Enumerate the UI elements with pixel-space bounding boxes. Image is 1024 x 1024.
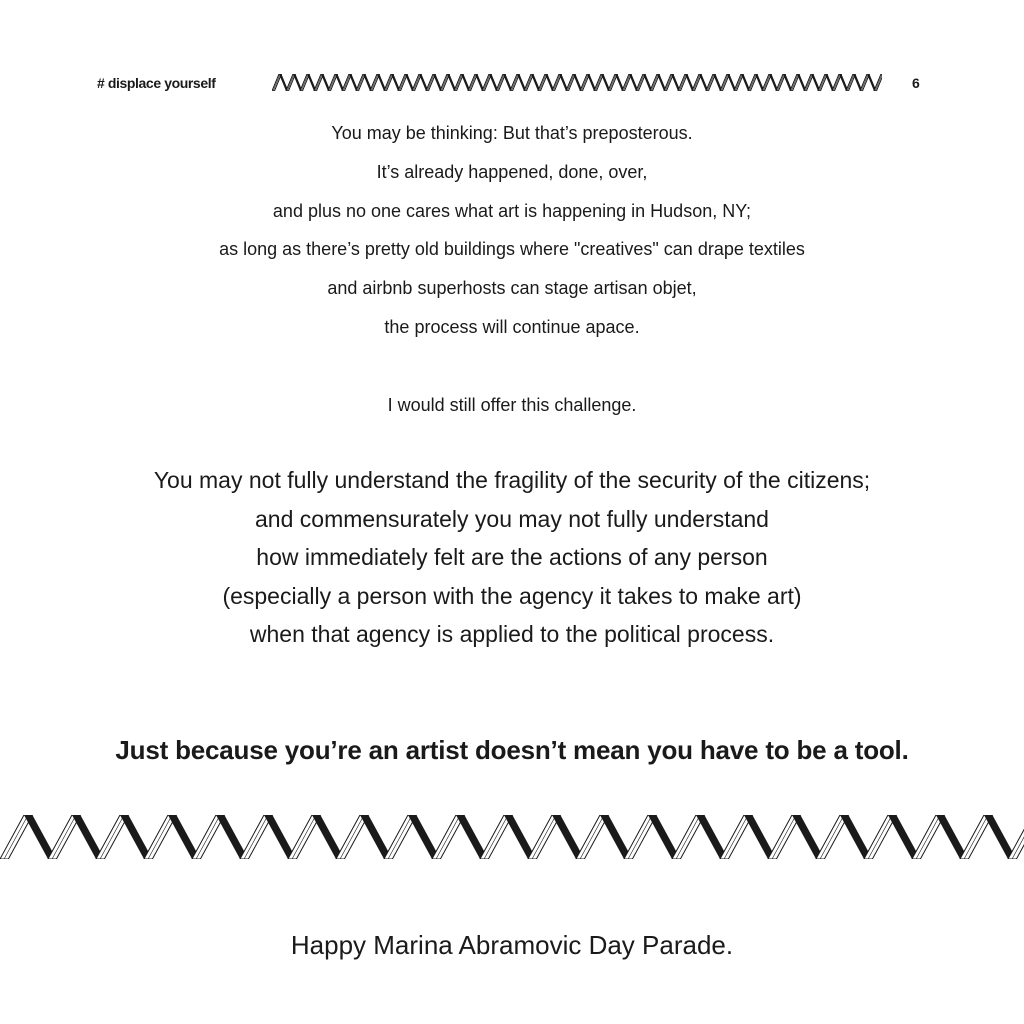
paragraph1-line: It’s already happened, done, over,: [376, 162, 648, 182]
paragraph1-line: You may be thinking: But that’s preposterous.: [331, 123, 693, 143]
paragraph1-line: the process will continue apace.: [384, 317, 640, 337]
paragraph1-line: and plus no one cares what art is happening in Hudson, NY;: [272, 201, 752, 221]
challenge-line: I would still offer this challenge.: [387, 395, 637, 415]
paragraph2-line: You may not fully understand the fragility of the security of the citizens;: [153, 467, 871, 493]
paragraph1-line: and airbnb superhosts can stage artisan objet,: [327, 278, 697, 298]
bold-statement: Just because you’re an artist doesn’t mean you have to be a tool.: [115, 735, 909, 765]
paragraph2-line: when that agency is applied to the political process.: [249, 621, 775, 647]
paragraph2-line: how immediately felt are the actions of any person: [256, 544, 768, 570]
page-number: 6: [912, 75, 920, 91]
divider-zigzag-band: [0, 815, 1024, 859]
paragraph2-line: (especially a person with the agency it takes to make art): [222, 583, 802, 609]
closing-line: Happy Marina Abramovic Day Parade.: [290, 930, 734, 960]
header-zigzag-band: [272, 74, 882, 91]
paragraph2-line: and commensurately you may not fully understand: [255, 506, 769, 532]
paragraph1-line: as long as there’s pretty old buildings where "creatives" can drape textiles: [219, 239, 805, 259]
header-tag: # displace yourself: [97, 75, 216, 91]
